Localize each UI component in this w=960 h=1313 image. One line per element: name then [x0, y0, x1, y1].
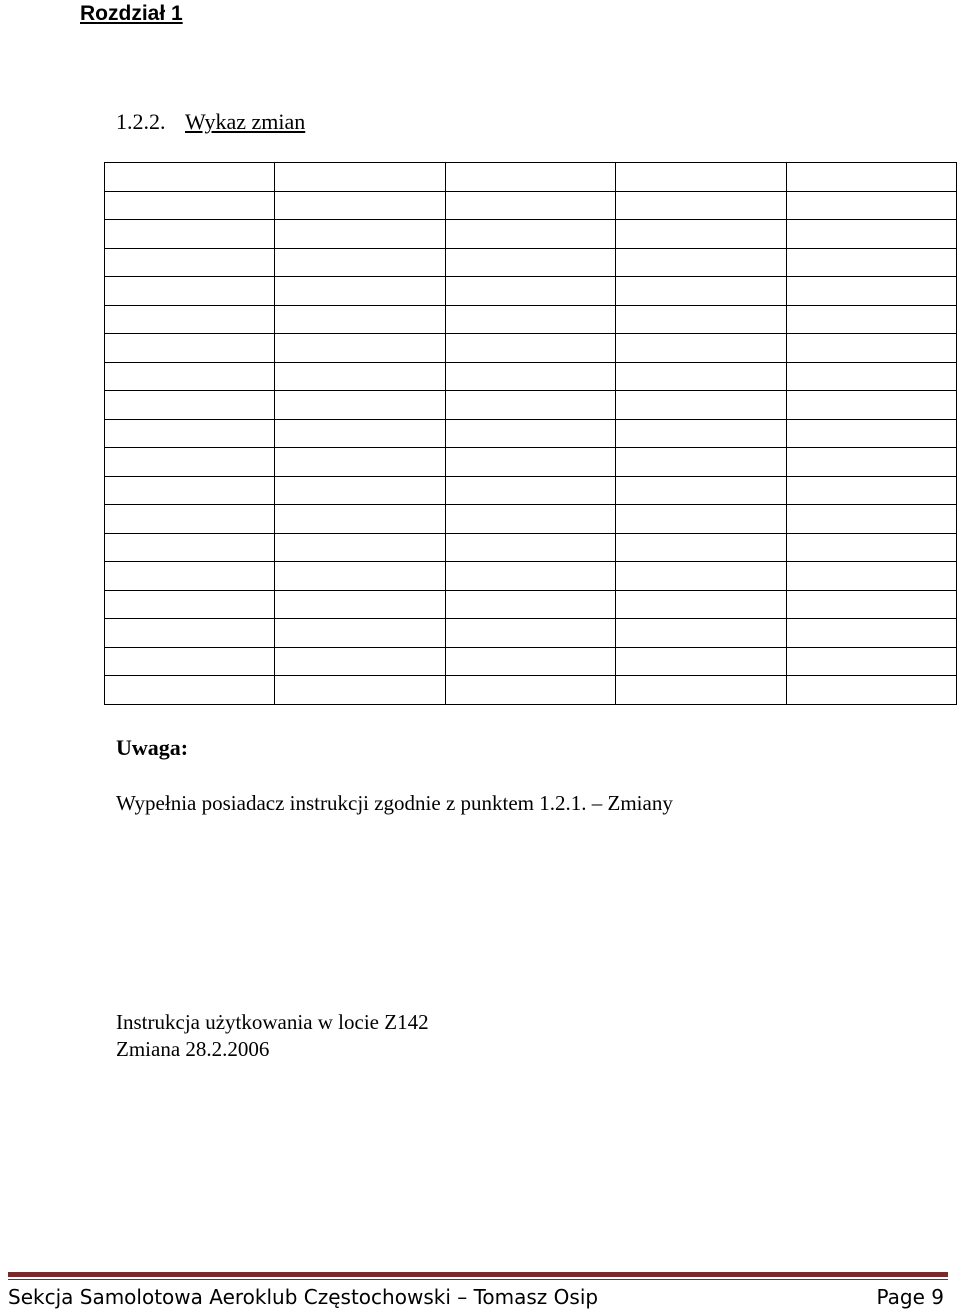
table-cell [445, 277, 615, 306]
table-cell [445, 562, 615, 591]
table-row [105, 647, 957, 676]
table-cell [275, 448, 445, 477]
table-row [105, 248, 957, 277]
table-cell [105, 220, 275, 249]
table-row [105, 533, 957, 562]
table-cell [786, 533, 956, 562]
table-cell [275, 334, 445, 363]
table-cell [786, 676, 956, 705]
document-revision: Zmiana 28.2.2006 [116, 1037, 270, 1061]
table-cell [786, 448, 956, 477]
table-cell [616, 619, 786, 648]
table-cell [445, 220, 615, 249]
table-cell [786, 163, 956, 192]
table-row [105, 220, 957, 249]
table-cell [616, 163, 786, 192]
table-cell [445, 533, 615, 562]
table-cell [445, 505, 615, 534]
table-cell [616, 305, 786, 334]
table-cell [445, 191, 615, 220]
table-cell [275, 191, 445, 220]
table-cell [616, 277, 786, 306]
table-cell [445, 362, 615, 391]
table-row [105, 163, 957, 192]
table-cell [105, 448, 275, 477]
table-row [105, 505, 957, 534]
table-row [105, 448, 957, 477]
table-cell [445, 334, 615, 363]
document-info [116, 1009, 429, 1063]
table-cell [275, 562, 445, 591]
table-cell [445, 647, 615, 676]
table-cell [786, 419, 956, 448]
table-cell [445, 676, 615, 705]
table-cell [786, 476, 956, 505]
table-cell [105, 391, 275, 420]
table-row [105, 305, 957, 334]
table-cell [616, 676, 786, 705]
table-cell [445, 619, 615, 648]
table-cell [105, 476, 275, 505]
table-cell [105, 419, 275, 448]
section-heading [116, 108, 305, 136]
table-cell [105, 619, 275, 648]
table-cell [105, 277, 275, 306]
table-cell [275, 362, 445, 391]
footer-text: Sekcja Samolotowa Aeroklub Częstochowski – Tomasz Osip [8, 1285, 599, 1309]
table-cell [105, 362, 275, 391]
table-cell [786, 647, 956, 676]
table-cell [445, 476, 615, 505]
table-row [105, 562, 957, 591]
section-number: 1.2.2. [116, 109, 166, 134]
table-cell [786, 248, 956, 277]
table-row [105, 419, 957, 448]
table-cell [275, 305, 445, 334]
table-cell [786, 277, 956, 306]
table-cell [105, 590, 275, 619]
table-cell [445, 248, 615, 277]
table-cell [786, 619, 956, 648]
table-cell [616, 191, 786, 220]
table-cell [445, 448, 615, 477]
table-row [105, 362, 957, 391]
table-row [105, 277, 957, 306]
table-cell [275, 533, 445, 562]
table-cell [105, 248, 275, 277]
table-cell [275, 590, 445, 619]
table-row [105, 676, 957, 705]
table-cell [275, 277, 445, 306]
table-cell [275, 676, 445, 705]
table-row [105, 476, 957, 505]
table-cell [616, 590, 786, 619]
page-number: Page 9 [876, 1285, 944, 1309]
table-cell [105, 533, 275, 562]
table-cell [275, 476, 445, 505]
table-cell [105, 505, 275, 534]
table-row [105, 590, 957, 619]
table-cell [616, 647, 786, 676]
table-row [105, 191, 957, 220]
table-cell [445, 419, 615, 448]
table-cell [275, 391, 445, 420]
table-cell [786, 334, 956, 363]
table-cell [275, 419, 445, 448]
table-cell [616, 248, 786, 277]
changes-table-body [105, 163, 957, 705]
table-cell [105, 191, 275, 220]
table-cell [786, 505, 956, 534]
table-cell [105, 163, 275, 192]
footer-rule-thin [8, 1279, 948, 1280]
table-cell [616, 448, 786, 477]
table-cell [616, 220, 786, 249]
table-cell [616, 533, 786, 562]
chapter-heading: Rozdział 1 [80, 2, 183, 25]
table-cell [275, 619, 445, 648]
table-cell [616, 562, 786, 591]
table-cell [275, 647, 445, 676]
note-text: Wypełnia posiadacz instrukcji zgodnie z punktem 1.2.1. – Zmiany [116, 791, 673, 815]
table-cell [445, 391, 615, 420]
table-cell [445, 305, 615, 334]
footer-rule [8, 1272, 948, 1277]
table-cell [786, 191, 956, 220]
table-cell [786, 562, 956, 591]
table-cell [275, 248, 445, 277]
table-cell [105, 334, 275, 363]
document-title: Instrukcja użytkowania w locie Z142 [116, 1010, 429, 1034]
table-cell [786, 305, 956, 334]
table-cell [105, 647, 275, 676]
table-cell [616, 334, 786, 363]
table-cell [786, 391, 956, 420]
table-cell [616, 362, 786, 391]
table-row [105, 334, 957, 363]
table-cell [445, 590, 615, 619]
table-cell [105, 562, 275, 591]
table-cell [105, 676, 275, 705]
changes-table [104, 162, 957, 705]
table-row [105, 391, 957, 420]
table-cell [616, 505, 786, 534]
table-cell [616, 476, 786, 505]
section-title: Wykaz zmian [185, 109, 306, 134]
table-cell [786, 590, 956, 619]
table-cell [616, 391, 786, 420]
note-label: Uwaga: [116, 735, 189, 760]
table-cell [105, 305, 275, 334]
table-row [105, 619, 957, 648]
table-cell [445, 163, 615, 192]
table-cell [275, 163, 445, 192]
table-cell [786, 362, 956, 391]
table-cell [616, 419, 786, 448]
table-cell [275, 220, 445, 249]
table-cell [786, 220, 956, 249]
table-cell [275, 505, 445, 534]
